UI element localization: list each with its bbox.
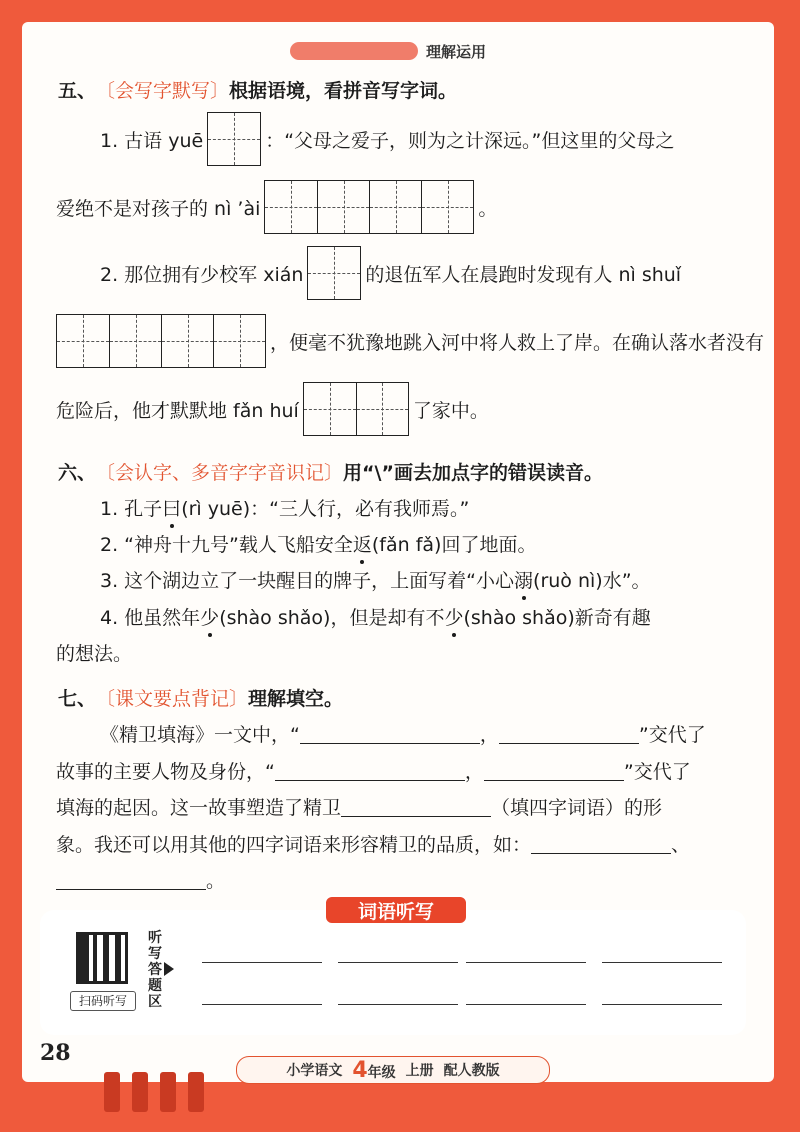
fill-blank[interactable]: [341, 796, 491, 817]
dictation-vertical-label: 听写答题区: [148, 930, 162, 1010]
q7-l1c: ”交代了: [638, 724, 706, 746]
fill-blank[interactable]: [275, 760, 465, 781]
q7-l2b: ，: [464, 761, 484, 783]
q5-2-line1: [100, 246, 681, 300]
q6-3-b: (ruò nì)水”。: [533, 570, 651, 592]
q7-line2: [56, 757, 691, 784]
answer-grid-4char[interactable]: [56, 314, 266, 368]
q5-2-line2: [56, 314, 764, 368]
q6-item-1: [100, 494, 469, 521]
section5-number: 五、: [58, 80, 97, 102]
q5-1-text: ：“父母之爱子，则为之计深远。”但这里的父母之: [265, 129, 675, 152]
q7-line4: [56, 830, 690, 857]
dictation-line[interactable]: [202, 962, 322, 963]
section7-instruction: 理解填空。: [248, 688, 344, 710]
q6-3-dotted-char[interactable]: 溺: [514, 566, 533, 593]
q6-item-3: [100, 566, 651, 593]
q7-l5: 。: [206, 870, 226, 892]
q7-line1: [100, 720, 706, 747]
q6-2-a: 2. “神舟十九号”载人飞船安全: [100, 534, 353, 556]
q6-4-dotted-char[interactable]: 少: [200, 603, 219, 630]
header-tab-label: 理解运用: [426, 42, 487, 61]
section6-instruction: 用“\”画去加点字的错误读音。: [343, 462, 603, 484]
fill-blank[interactable]: [56, 869, 206, 890]
answer-grid-1char[interactable]: [307, 246, 361, 300]
q7-l3b: （填四字词语）的形: [491, 797, 663, 819]
q5-1-prefix: 1. 古语 yuē: [100, 129, 204, 152]
q6-1-a: 1. 孔子: [100, 498, 163, 520]
q5-2-prefix: 2. 那位拥有少校军 xián: [100, 263, 304, 286]
decorative-stripe: [104, 1072, 120, 1112]
q6-item-4: [100, 603, 651, 630]
header-tab: [290, 40, 486, 62]
decorative-stripe: [188, 1072, 204, 1112]
q6-4-b: (shào shǎo)，但是却有不: [219, 607, 445, 629]
section6-tag: 〔会认字、多音字字音识记〕: [96, 462, 344, 484]
q6-4-a: 4. 他虽然年: [100, 607, 201, 629]
dictation-title: 词语听写: [324, 895, 468, 925]
answer-grid-2char[interactable]: [303, 382, 409, 436]
section6-number: 六、: [58, 462, 97, 484]
q7-l2c: ”交代了: [623, 761, 691, 783]
fill-blank[interactable]: [531, 833, 671, 854]
q5-2-line3-text: 危险后，他才默默地 fǎn huí: [56, 399, 299, 422]
dictation-line[interactable]: [338, 962, 458, 963]
qr-label: 扫码听写: [70, 991, 136, 1011]
dictation-line[interactable]: [202, 1004, 322, 1005]
answer-grid-1char[interactable]: [207, 112, 261, 166]
section5-instruction: 根据语境，看拼音写字词。: [229, 80, 458, 102]
answer-grid-4char[interactable]: [264, 180, 474, 234]
q7-l1a: 《精卫填海》一文中，“: [100, 724, 300, 746]
fill-blank[interactable]: [499, 723, 639, 744]
dictation-line[interactable]: [602, 962, 722, 963]
decorative-stripe: [132, 1072, 148, 1112]
q6-1-b: (rì yuē)：“三人行，必有我师焉。”: [181, 498, 470, 520]
section5-tag: 〔会写字默写〕: [96, 80, 230, 102]
q6-3-a: 3. 这个湖边立了一块醒目的牌子，上面写着“小心: [100, 570, 515, 592]
fill-blank[interactable]: [300, 723, 480, 744]
footer-edition: 配人教版: [443, 1063, 500, 1079]
q7-l4b: 、: [671, 834, 691, 856]
q5-1-line1: [100, 112, 674, 166]
q6-2-dotted-char[interactable]: 返: [353, 530, 372, 557]
qr-code-icon[interactable]: [76, 932, 128, 984]
q7-l1b: ，: [479, 724, 499, 746]
dictation-line[interactable]: [338, 1004, 458, 1005]
q5-1-line2: [56, 180, 497, 234]
section5-heading: [58, 76, 457, 103]
q5-2-text: 的退伍军人在晨跑时发现有人 nì shuǐ: [365, 263, 682, 286]
footer-label: [236, 1056, 550, 1084]
q5-1-line2-text: 爱绝不是对孩子的 nì ’ài: [56, 197, 261, 220]
q6-4-line2: 的想法。: [56, 643, 133, 665]
arrow-right-icon: [164, 962, 174, 976]
q7-l2a: 故事的主要人物及身份，“: [56, 761, 275, 783]
header-pill: [290, 42, 418, 60]
q6-1-dotted-char[interactable]: 曰: [162, 494, 181, 521]
footer-grade-num: 4: [352, 1057, 368, 1083]
q7-line3: [56, 793, 662, 820]
section7-tag: 〔课文要点背记〕: [96, 688, 249, 710]
page-number: 28: [40, 1040, 71, 1066]
q7-l4a: 象。我还可以用其他的四字词语来形容精卫的品质，如：: [56, 834, 532, 856]
q5-2-end: 了家中。: [412, 399, 489, 422]
decorative-stripe: [160, 1072, 176, 1112]
footer-grade: 年级: [367, 1064, 396, 1081]
q7-line5: [56, 866, 225, 893]
section6-heading: [58, 458, 603, 485]
dictation-line[interactable]: [466, 962, 586, 963]
section7-number: 七、: [58, 688, 97, 710]
dictation-line[interactable]: [602, 1004, 722, 1005]
section7-heading: [58, 684, 343, 711]
q5-2-line3: [56, 382, 489, 436]
q5-2-line2-text: ，便毫不犹豫地跳入河中将人救上了岸。在确认落水者没有: [270, 331, 765, 354]
q6-2-b: (fǎn fǎ)回了地面。: [371, 534, 537, 556]
q6-4-dotted-char-2[interactable]: 少: [444, 603, 463, 630]
q6-item-4-line2: [56, 639, 132, 666]
fill-blank[interactable]: [484, 760, 624, 781]
q5-1-end: 。: [478, 197, 498, 220]
dictation-line[interactable]: [466, 1004, 586, 1005]
q6-4-c: (shào shǎo)新奇有趣: [463, 607, 651, 629]
q7-l3a: 填海的起因。这一故事塑造了精卫: [56, 797, 342, 819]
footer-volume: 上册: [405, 1063, 434, 1079]
footer-subject: 小学语文: [286, 1063, 343, 1079]
q6-item-2: [100, 530, 536, 557]
